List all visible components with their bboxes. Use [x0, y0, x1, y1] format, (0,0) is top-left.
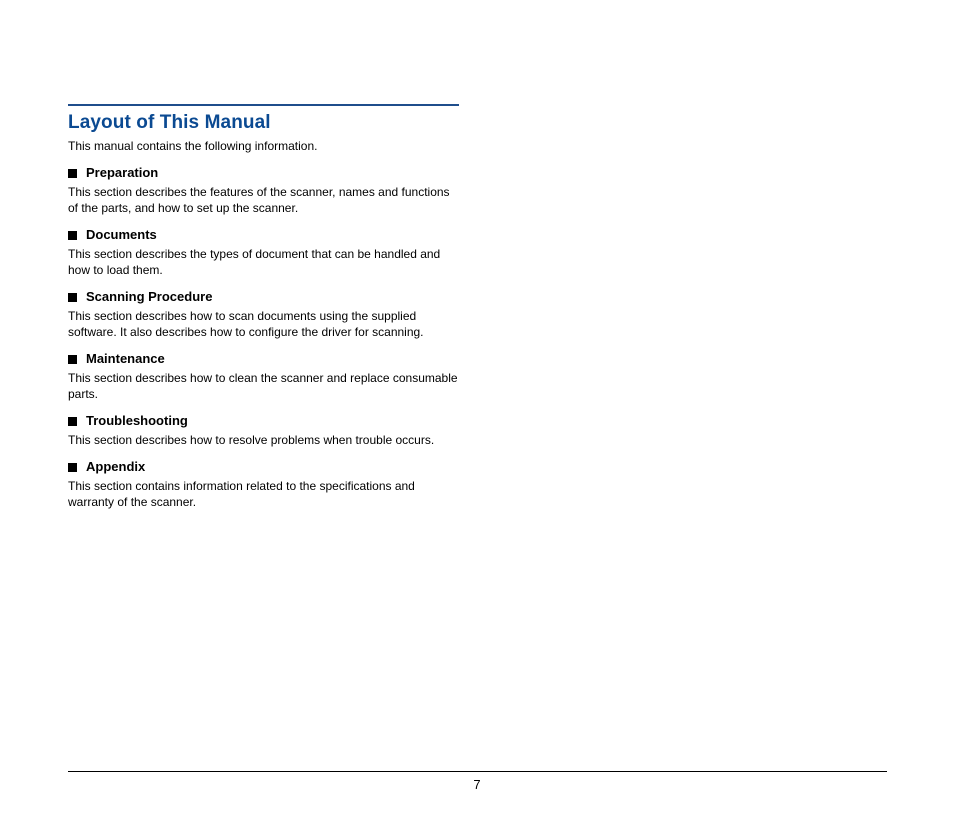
section-heading: [68, 227, 460, 243]
section-body: This section contains information related to the specifications and warranty of the scanner.: [68, 479, 415, 509]
section-heading-text: Preparation: [86, 165, 159, 180]
section-body: This section describes how to scan documents using the supplied software. It also describes how to configure the driver for scanning.: [68, 309, 424, 339]
section-heading: [68, 459, 460, 475]
section-body: This section describes the types of document that can be handled and how to load them.: [68, 247, 441, 277]
section-heading-text: Maintenance: [86, 351, 165, 366]
section-scanning-procedure: [68, 289, 460, 340]
section-heading-text: Scanning Procedure: [86, 289, 213, 304]
section-heading: [68, 165, 460, 181]
page-title: Layout of This Manual: [68, 112, 271, 133]
square-bullet-icon: [68, 169, 77, 178]
footer-rule: [68, 771, 887, 772]
section-body: This section describes the features of the scanner, names and functions of the parts, and how to set up the scanner.: [68, 185, 450, 215]
section-heading: [68, 289, 460, 305]
section-preparation: [68, 165, 460, 216]
square-bullet-icon: [68, 417, 77, 426]
section-body: This section describes how to clean the scanner and replace consumable parts.: [68, 371, 458, 401]
square-bullet-icon: [68, 463, 77, 472]
section-heading-text: Documents: [86, 227, 157, 242]
square-bullet-icon: [68, 231, 77, 240]
section-body: This section describes how to resolve problems when trouble occurs.: [68, 433, 435, 447]
intro-text: This manual contains the following information.: [68, 139, 318, 153]
square-bullet-icon: [68, 293, 77, 302]
section-appendix: [68, 459, 460, 510]
square-bullet-icon: [68, 355, 77, 364]
section-troubleshooting: [68, 413, 460, 448]
section-heading-text: Troubleshooting: [86, 413, 188, 428]
section-documents: [68, 227, 460, 278]
manual-content: [68, 104, 460, 510]
page-number: 7: [473, 777, 481, 792]
section-heading: [68, 413, 460, 429]
section-heading-text: Appendix: [86, 459, 146, 474]
section-maintenance: [68, 351, 460, 402]
title-rule: [68, 104, 459, 106]
section-heading: [68, 351, 460, 367]
